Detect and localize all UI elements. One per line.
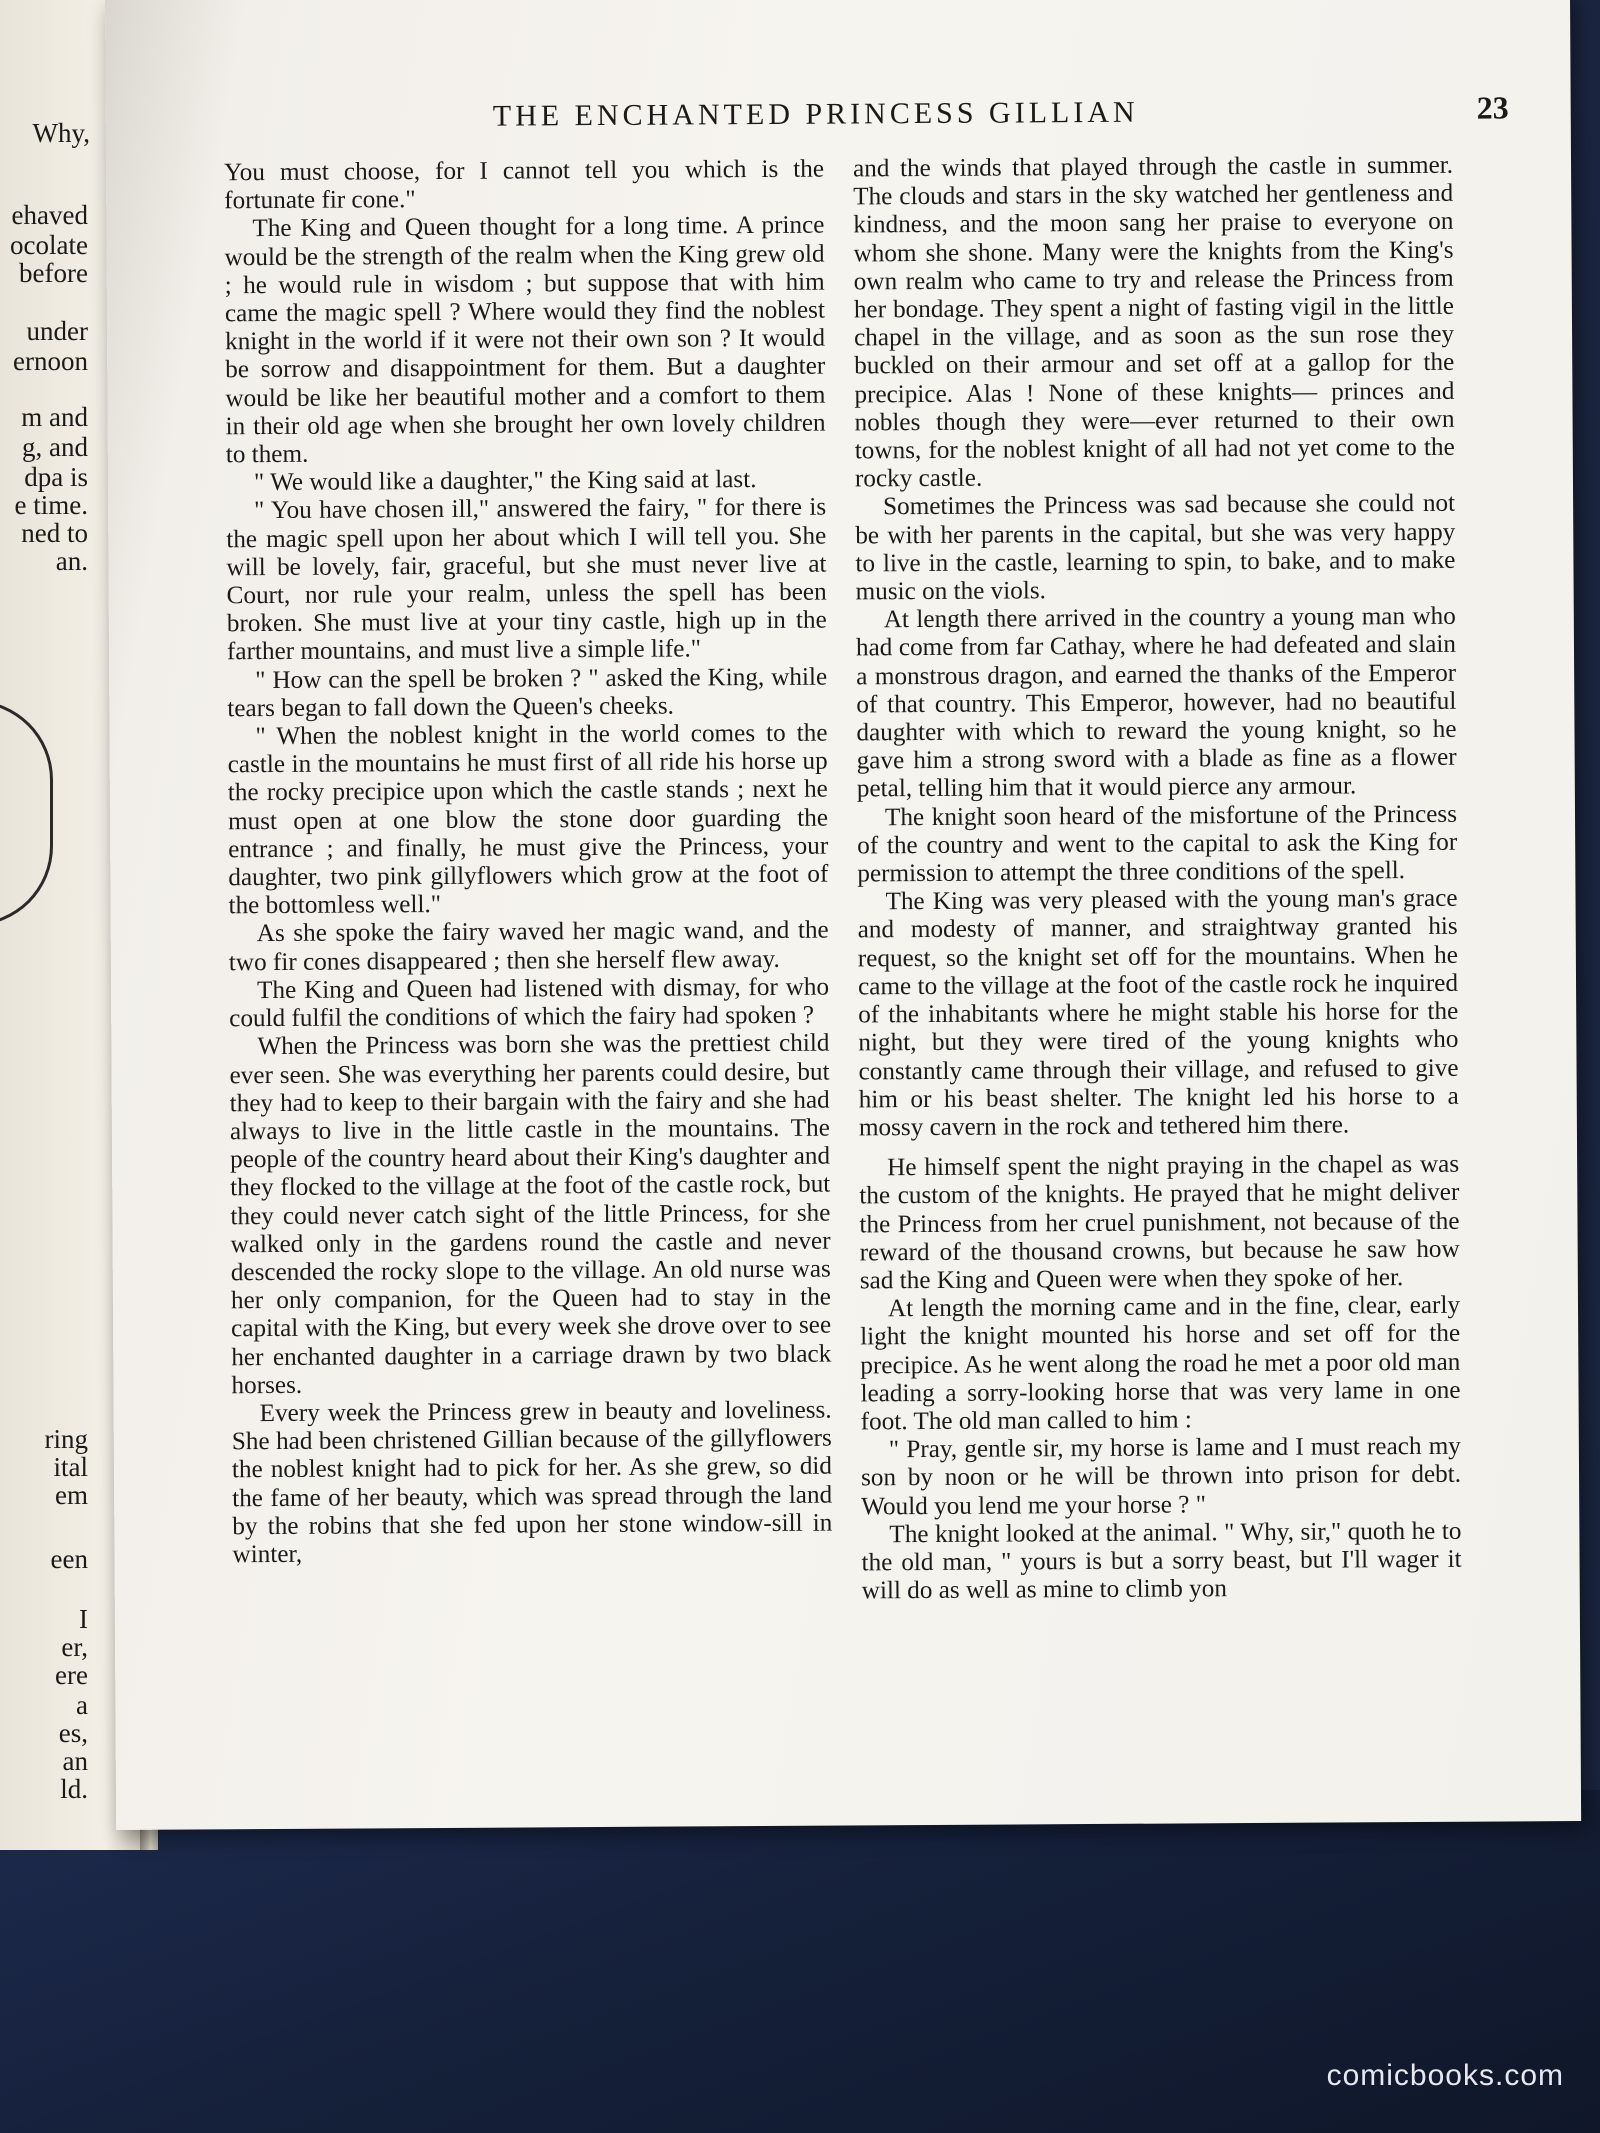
facing-page-fragment: ocolate [10, 230, 88, 260]
paragraph: At length the morning came and in the fine, clear, early light the knight mounted his horse and set off for the precipice. As he went along the road he met a poor old man leading a sorry-looking horse that was very lame in one foot. The old man called to him : [860, 1291, 1461, 1436]
paragraph: " Pray, gentle sir, my horse is lame and I must reach my son by noon or he will be thrown into prison for debt. Would you lend me your horse ? " [860, 1432, 1462, 1520]
paragraph: The knight soon heard of the misfortune of the Princess of the country and went to the capital to ask the King for permission to attempt the three conditions of the spell. [857, 800, 1458, 888]
facing-page-fragment: g, and [22, 432, 88, 462]
paragraph: " We would like a daughter," the King said at last. [253, 466, 757, 497]
facing-page-illustration [0, 700, 53, 926]
facing-page-fragment: an. [55, 546, 88, 576]
paragraph: " How can the spell be broken ? " asked the King, while tears began to fall down the Queen's cheeks. [227, 663, 828, 723]
facing-page-fragment: er, [61, 1632, 88, 1662]
facing-page-fragment: een [50, 1544, 88, 1574]
facing-page-fragment: Why, [32, 118, 90, 148]
page-number: 23 [1476, 89, 1509, 126]
paragraph: He himself spent the night praying in the chapel as was the custom of the knights. He prayed that he might deliver the Princess from her cruel punishment, not because of the reward of the thousand crowns, but because he saw how sad the King and Queen were when they spoke of her. [859, 1150, 1460, 1295]
paragraph: Every week the Princess grew in beauty and loveliness. She had been christened Gillian because of the gillyflowers the noblest knight had to pick for her. As she grew, so did the fame of her beauty, which was spread through the land by the robins that she fed upon her stone window-sill in winter, [231, 1396, 833, 1569]
text-column-left [224, 156, 833, 1570]
facing-page-fragment: ld. [60, 1774, 88, 1804]
facing-page-fragment: ere [55, 1660, 88, 1690]
facing-page-fragment: under [26, 316, 88, 346]
paragraph: The King was very pleased with the young man's grace and modesty of manner, and straightway granted his request, so the knight set off for the mountains. When he came to the village at the foot of the castle rock he inquired of the inhabitants where he might stable his horse for the night, but they were tired of the young knights who constantly came through their village, and refused to give him or his beast shelter. The knight led his horse to a mossy cavern in the rock and tethered him there. [857, 885, 1459, 1142]
facing-page-fragment: es, [58, 1718, 88, 1748]
running-head: THE ENCHANTED PRINCESS GILLIAN [492, 95, 1139, 133]
facing-page-fragment: e time. [14, 490, 88, 520]
facing-page-fragment: before [19, 258, 88, 288]
facing-page-fragment: dpa is [24, 462, 88, 492]
paragraph: The knight looked at the animal. " Why, sir," quoth he to the old man, " yours is but a sorry beast, but I'll wager it will do as well as mine to climb yon [861, 1517, 1462, 1605]
facing-page-fragment: ital [53, 1452, 88, 1482]
paragraph: " When the noblest knight in the world comes to the castle in the mountains he must first of all ride his horse up the rocky precipice upon which the castle stands ; next he must open at one blow the stone door guarding the entrance ; and finally, he must give the Princess, your daughter, two pink gillyflowers which grow at the foot of the bottomless well." [227, 719, 829, 920]
paragraph: and the winds that played through the castle in summer. The clouds and stars in the sky watched her gentleness and kindness, and the moon sang her praise to everyone on whom she shone. Many were the knights from the King's own realm who came to try and release the Princess from her bondage. They spent a night of fasting vigil in the little chapel in the village, and as soon as the sun rose they buckled on their armour and set off at a gallop for the precipice. Alas ! None of these knights— princes and nobles though they were—ever returned to their own towns, for the noblest knight of all had not yet come to the rocky castle. [852, 151, 1455, 493]
watermark: comicbooks.com [1326, 2059, 1564, 2092]
facing-page-fragment: an [62, 1746, 88, 1776]
paragraph: The King and Queen thought for a long time. A prince would be the strength of the realm when the King grew old ; he would rule in wisdom ; but suppose that with him came the magic spell ? Where would they find the noblest knight in the world if it were not their own son ? It would be sorrow and disappointment for them. But a daughter would be like her beautiful mother and a comfort to them in their old age when she brought her own lovely children to them. [224, 212, 826, 469]
facing-page-fragment: m and [21, 402, 88, 432]
facing-page-fragment: ernoon [13, 346, 88, 376]
story-page [105, 0, 1581, 1830]
facing-page-fragment: em [55, 1480, 88, 1510]
paragraph: When the Princess was born she was the prettiest child ever seen. She was everything her parents could desire, but they had to keep to their bargain with the fairy and she had always to live in the little castle in the mountains. The people of the country heard about their King's daughter and they flocked to the village at the foot of the castle rock, but they could never catch sight of the little Princess, for she walked only in the gardens round the castle and never descended the rocky slope to the village. An old nurse was her only companion, for the Queen had to stay in the capital with the King, but every week she drove over to see her enchanted daughter in a carriage drawn by two black horses. [229, 1029, 832, 1399]
facing-page-fragment: ring [44, 1424, 88, 1454]
paragraph: As she spoke the fairy waved her magic wand, and the two fir cones disappeared ; then she herself flew away. [228, 917, 829, 976]
paragraph: The King and Queen had listened with dismay, for who could fulfil the conditions of which the fairy had spoken ? [229, 973, 830, 1033]
text-column-right [853, 152, 1462, 1606]
paragraph: You must choose, for I cannot tell you which is the fortunate fir cone." [223, 155, 825, 215]
paragraph: At length there arrived in the country a young man who had come from far Cathay, where he had defeated and slain a monstrous dragon, and earned the thanks of the Emperor of that country. This Emperor, however, had no beautiful daughter with which to reward the young knight, so he gave him a strong sword with a blade as fine as a flower petal, telling him that it would pierce any armour. [855, 603, 1457, 803]
paragraph: " You have chosen ill," answered the fairy, " for there is the magic spell upon her about which I will tell you. She will be lovely, fair, graceful, but she must never live at Court, nor rule your realm, unless the spell has been broken. She must live at your tiny castle, high up in the farther mountains, and must live a simple life." [226, 494, 827, 666]
facing-page-fragment: a [76, 1690, 88, 1720]
facing-page-fragment: ehaved [11, 200, 88, 230]
facing-page-fragment: ned to [21, 518, 88, 548]
paragraph: Sometimes the Princess was sad because she could not be with her parents in the capital, but she was very happy to live in the castle, learning to spin, to bake, and to make music on the viols. [855, 490, 1456, 606]
facing-page-fragment: I [79, 1604, 88, 1634]
